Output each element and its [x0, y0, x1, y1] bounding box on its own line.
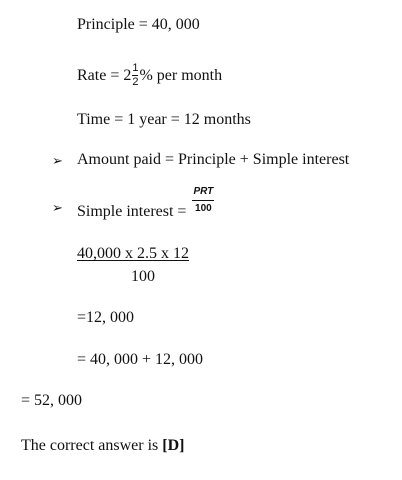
simple-interest-fraction: [192, 187, 214, 214]
answer-prefix: The correct answer is: [21, 437, 163, 454]
rate-fraction: [132, 63, 138, 88]
rate-fraction-denominator: 2: [132, 76, 139, 88]
rate-line: [77, 64, 222, 89]
rate-suffix: % per month: [139, 67, 223, 85]
simple-interest-result: =12, 000: [77, 309, 135, 326]
principle-line: Principle = 40, 000: [77, 16, 200, 33]
simple-interest-prefix: Simple interest =: [77, 203, 191, 221]
amount-paid-line: Amount paid = Principle + Simple interest: [77, 151, 350, 168]
rate-prefix: Rate = 2: [77, 67, 132, 85]
calculation-denominator: 100: [131, 268, 155, 285]
time-line: Time = 1 year = 12 months: [77, 111, 251, 128]
calculation-numerator: 40,000 x 2.5 x 12: [77, 245, 189, 262]
rate-fraction-numerator: 1: [132, 62, 139, 74]
sum-line: = 40, 000 + 12, 000: [77, 351, 204, 368]
arrow-bullet-icon: ➢: [52, 200, 63, 215]
simple-interest-line: [77, 186, 214, 221]
total-line: = 52, 000: [21, 392, 83, 409]
answer-value: [D]: [162, 437, 185, 454]
si-fraction-denominator: 100: [195, 203, 212, 214]
answer-line: [21, 438, 184, 454]
arrow-bullet-icon: ➢: [52, 153, 63, 168]
si-fraction-numerator: PRT: [192, 187, 214, 201]
